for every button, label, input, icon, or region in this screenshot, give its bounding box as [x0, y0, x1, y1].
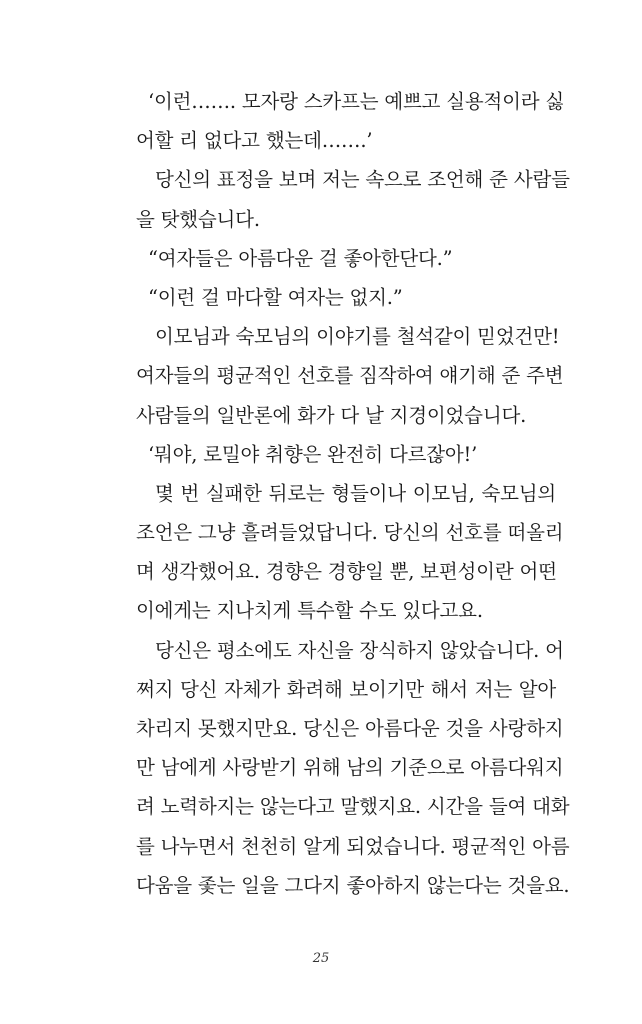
text-line: 차리지 못했지만요. 당신은 아름다운 것을 사랑하지 — [136, 717, 564, 740]
text-line: 당신은 평소에도 자신을 장식하지 않았습니다. 어 — [155, 638, 564, 662]
text-line: 며 생각했어요. 경향은 경향일 뿐, 보편성이란 어떤 — [136, 560, 557, 584]
text-line: 조언은 그냥 흘려들었답니다. 당신의 선호를 떠올리 — [136, 521, 564, 545]
text-line: 이에게는 지나치게 특수할 수도 있다고요. — [136, 599, 483, 623]
text-line: 몇 번 실패한 뒤로는 형들이나 이모님, 숙모님의 — [155, 481, 556, 505]
text-line: 당신의 표정을 보며 저는 속으로 조언해 준 사람들 — [155, 168, 570, 192]
text-line: “이런 걸 마다할 여자는 없지.” — [148, 285, 403, 309]
text-line: 만 남에게 사랑받기 위해 남의 기준으로 아름다워지 — [136, 756, 564, 780]
text-line: 을 탓했습니다. — [136, 207, 260, 231]
text-line: 려 노력하지는 않는다고 말했지요. 시간을 들여 대화 — [136, 795, 570, 819]
text-line: 어할 리 없다고 했는데…….’ — [136, 129, 373, 153]
text-line: 여자들의 평균적인 선호를 짐작하여 얘기해 준 주변 — [136, 364, 564, 388]
text-line: 쩌지 당신 자체가 화려해 보이기만 해서 저는 알아 — [136, 677, 556, 701]
text-line: 다움을 좇는 일을 그다지 좋아하지 않는다는 것을요. — [136, 873, 570, 897]
text-line: 이모님과 숙모님의 이야기를 철석같이 믿었건만! — [155, 325, 560, 349]
page-number: 25 — [312, 951, 330, 966]
text-line: ‘뭐야, 로밀야 취향은 완전히 다르잖아!’ — [148, 442, 478, 466]
body-text — [136, 82, 570, 905]
text-line: ‘이런……. 모자랑 스카프는 예쁘고 실용적이라 싫 — [148, 90, 565, 113]
text-line: “여자들은 아름다운 걸 좋아한단다.” — [148, 246, 453, 270]
text-line: 사람들의 일반론에 화가 다 날 지경이었습니다. — [136, 403, 527, 427]
text-line: 를 나누면서 천천히 알게 되었습니다. 평균적인 아름 — [136, 834, 570, 858]
